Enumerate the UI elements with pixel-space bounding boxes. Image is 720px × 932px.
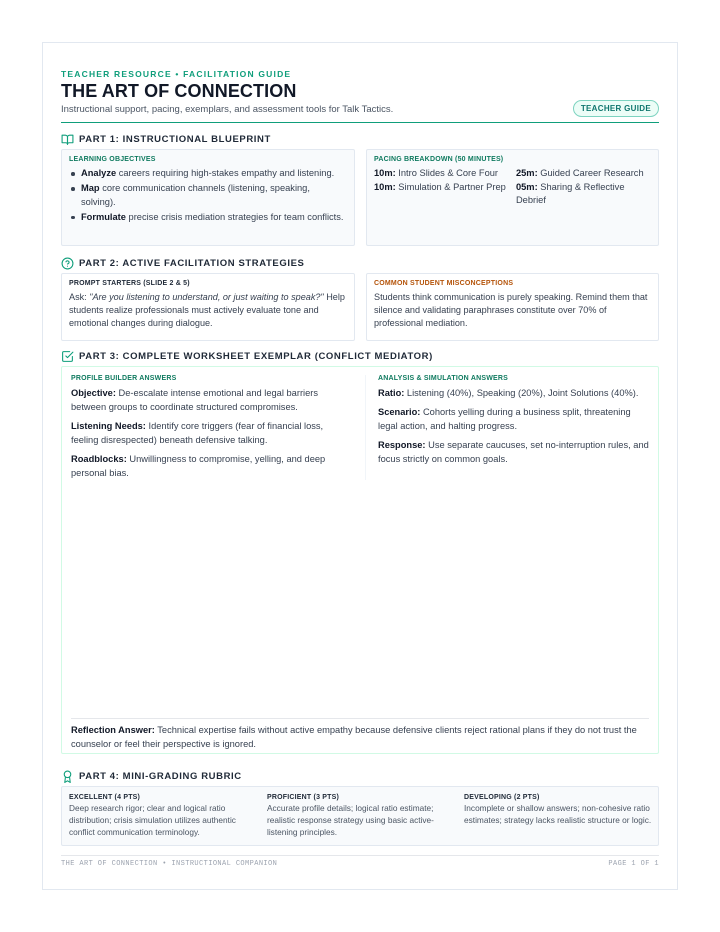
eyebrow-label: TEACHER RESOURCE • FACILITATION GUIDE	[61, 69, 292, 79]
rubric-excellent	[69, 794, 254, 838]
part4-heading-text: PART 4: MINI-GRADING RUBRIC	[79, 770, 242, 782]
rubric-card	[61, 786, 659, 846]
page-title: THE ART OF CONNECTION	[61, 81, 297, 101]
rubric-level-text: Incomplete or shallow answers; non-cohesive ratio estimates; strategy lacks realistic structure or logic.	[464, 803, 652, 825]
prompt-starters-text: Ask: "Are you listening to understand, or just waiting to speak?" Help students realize professionals must actively evaluate tone and emotional changes during dialogue.	[69, 292, 345, 328]
rubric-level-label: EXCELLENT (4 PTS)	[69, 794, 141, 801]
objective-item: Formulate precise crisis mediation strategies for team conflicts.	[69, 211, 347, 225]
misconceptions-label: COMMON STUDENT MISCONCEPTIONS	[374, 280, 514, 287]
analysis-answer: Ratio: Listening (40%), Speaking (20%), Joint Solutions (40%).	[378, 388, 639, 398]
analysis-column	[365, 375, 649, 480]
pacing-label: PACING BREAKDOWN (50 MINUTES)	[374, 156, 504, 163]
profile-answer: Listening Needs: Identify core triggers (fear of financial loss, feeling disrespected) beneath defensive talking.	[71, 421, 324, 445]
analysis-answer: Scenario: Cohorts yelling during a business split, threatening legal action, and halting progress.	[378, 407, 631, 431]
part1-heading	[61, 132, 271, 146]
part3-heading	[61, 349, 433, 363]
objective-item: Map core communication channels (listening, speaking, solving).	[69, 182, 347, 209]
pacing-grid	[374, 167, 651, 208]
part3-heading-text: PART 3: COMPLETE WORKSHEET EXEMPLAR (CONFLICT MEDIATOR)	[79, 350, 433, 362]
footer-title: THE ART OF CONNECTION • INSTRUCTIONAL COMPANION	[61, 860, 278, 868]
part2-heading	[61, 256, 304, 270]
pacing-column-left	[374, 167, 516, 208]
worksheet-exemplar-card	[61, 366, 659, 754]
part2-heading-text: PART 2: ACTIVE FACILITATION STRATEGIES	[79, 257, 305, 269]
profile-label: PROFILE BUILDER ANSWERS	[71, 375, 177, 382]
award-icon	[61, 770, 74, 783]
rubric-level-label: DEVELOPING (2 PTS)	[464, 794, 540, 801]
learning-objectives-card	[61, 149, 355, 246]
analysis-answer: Response: Use separate caucuses, set no-interruption rules, and focus strictly on common goals.	[378, 440, 649, 464]
rubric-level-text: Deep research rigor; clear and logical ratio distribution; crisis simulation utilizes authentic conflict communication terminology.	[69, 803, 236, 837]
teacher-guide-badge: TEACHER GUIDE	[573, 100, 659, 117]
reflection-answer: Reflection Answer: Technical expertise fails without active empathy because defensive clients reject rational plans if they do not trust the counselor or feel their perspective is ignored.	[71, 725, 637, 749]
profile-answer: Objective: De-escalate intense emotional and legal barriers between groups to coordinate structured compromises.	[71, 388, 319, 412]
objective-item: Analyze careers requiring high-stakes empathy and listening.	[69, 167, 347, 181]
check-square-icon	[61, 350, 74, 363]
pacing-item: 10m: Intro Slides & Core Four	[374, 168, 499, 178]
help-circle-icon	[61, 257, 74, 270]
document-page	[42, 42, 678, 890]
misconceptions-card	[366, 273, 659, 341]
rubric-developing	[464, 794, 652, 827]
pacing-item: 10m: Simulation & Partner Prep	[374, 181, 506, 192]
profile-answer: Roadblocks: Unwillingness to compromise, yelling, and deep personal bias.	[71, 454, 326, 478]
page-subtitle: Instructional support, pacing, exemplars, and assessment tools for Talk Tactics.	[61, 104, 394, 115]
rubric-level-label: PROFICIENT (3 PTS)	[267, 794, 340, 801]
analysis-label: ANALYSIS & SIMULATION ANSWERS	[378, 375, 508, 382]
prompt-starters-card	[61, 273, 355, 341]
rubric-level-text: Accurate profile details; logical ratio estimate; realistic response strategy using basic active-listening principles.	[267, 803, 434, 837]
pacing-item: 25m: Guided Career Research	[515, 168, 644, 178]
misconceptions-text: Students think communication is purely speaking. Remind them that silence and validating paraphrases constitute over 70% of professional mediation.	[374, 292, 648, 328]
book-open-icon	[61, 133, 74, 146]
part4-heading	[61, 769, 242, 783]
objectives-list	[69, 167, 347, 224]
pacing-item: 05m: Sharing & Reflective Debrief	[515, 181, 625, 205]
objectives-label: LEARNING OBJECTIVES	[69, 156, 156, 163]
pacing-card	[366, 149, 659, 246]
page-number: PAGE 1 OF 1	[608, 860, 659, 868]
part1-heading-text: PART 1: INSTRUCTIONAL BLUEPRINT	[79, 133, 271, 145]
rubric-proficient	[267, 794, 452, 838]
reflection-divider	[71, 718, 649, 719]
profile-column	[71, 375, 341, 485]
prompt-starters-label: PROMPT STARTERS (SLIDE 2 & 5)	[69, 280, 190, 287]
pacing-column-right	[516, 167, 651, 208]
title-divider	[61, 122, 659, 123]
footer-divider	[61, 855, 659, 856]
